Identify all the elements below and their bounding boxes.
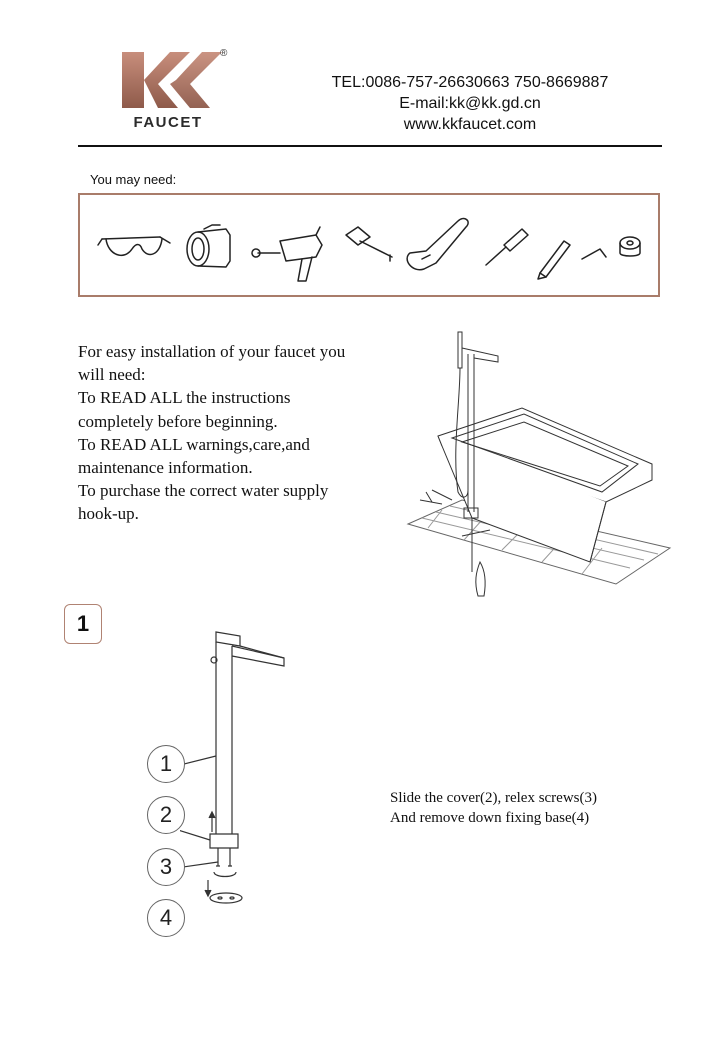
intro-line: completely before beginning. <box>78 411 278 431</box>
step-instructions <box>390 788 597 828</box>
callout-2: 2 <box>147 796 185 834</box>
intro-line: To purchase the correct water supply <box>78 481 329 501</box>
tools-row <box>80 195 658 295</box>
pencil-icon <box>538 241 570 279</box>
plumbers-tape-icon <box>620 237 640 256</box>
hammer-icon <box>346 227 392 261</box>
caulking-gun-icon <box>252 227 322 281</box>
safety-glasses-icon <box>98 237 170 255</box>
flashlight-icon <box>187 225 230 267</box>
intro-text <box>78 340 408 526</box>
step-instruction-line: And remove down fixing base(4) <box>390 810 590 826</box>
registered-mark: ® <box>220 48 228 59</box>
intro-line: For easy installation of your faucet you <box>78 342 346 361</box>
intro-line: maintenance information. <box>78 458 253 478</box>
tools-heading: You may need: <box>90 172 177 187</box>
contact-block <box>300 72 640 135</box>
contact-email: E-mail:kk@kk.gd.cn <box>399 95 541 112</box>
header-divider <box>78 145 662 147</box>
bathtub-faucet-illustration <box>402 322 674 604</box>
callout-1: 1 <box>147 745 185 783</box>
faucet-parts-diagram <box>180 626 300 926</box>
intro-line: To READ ALL the instructions <box>78 388 291 408</box>
intro-line: will need: <box>78 365 146 385</box>
step-number-badge: 1 <box>64 604 102 644</box>
screwdriver-icon <box>486 229 528 265</box>
callout-3: 3 <box>147 848 185 886</box>
intro-line: hook-up. <box>78 504 139 524</box>
hex-key-icon <box>582 249 606 259</box>
step-instruction-line: Slide the cover(2), relex screws(3) <box>390 790 597 806</box>
callout-4: 4 <box>147 899 185 937</box>
contact-web[interactable]: www.kkfaucet.com <box>403 116 537 133</box>
contact-tel: TEL:0086-757-26630663 750-8669887 <box>331 74 609 91</box>
brand-name: FAUCET <box>133 114 203 131</box>
adjustable-wrench-icon <box>407 219 468 270</box>
intro-line: To READ ALL warnings,care,and <box>78 434 310 454</box>
